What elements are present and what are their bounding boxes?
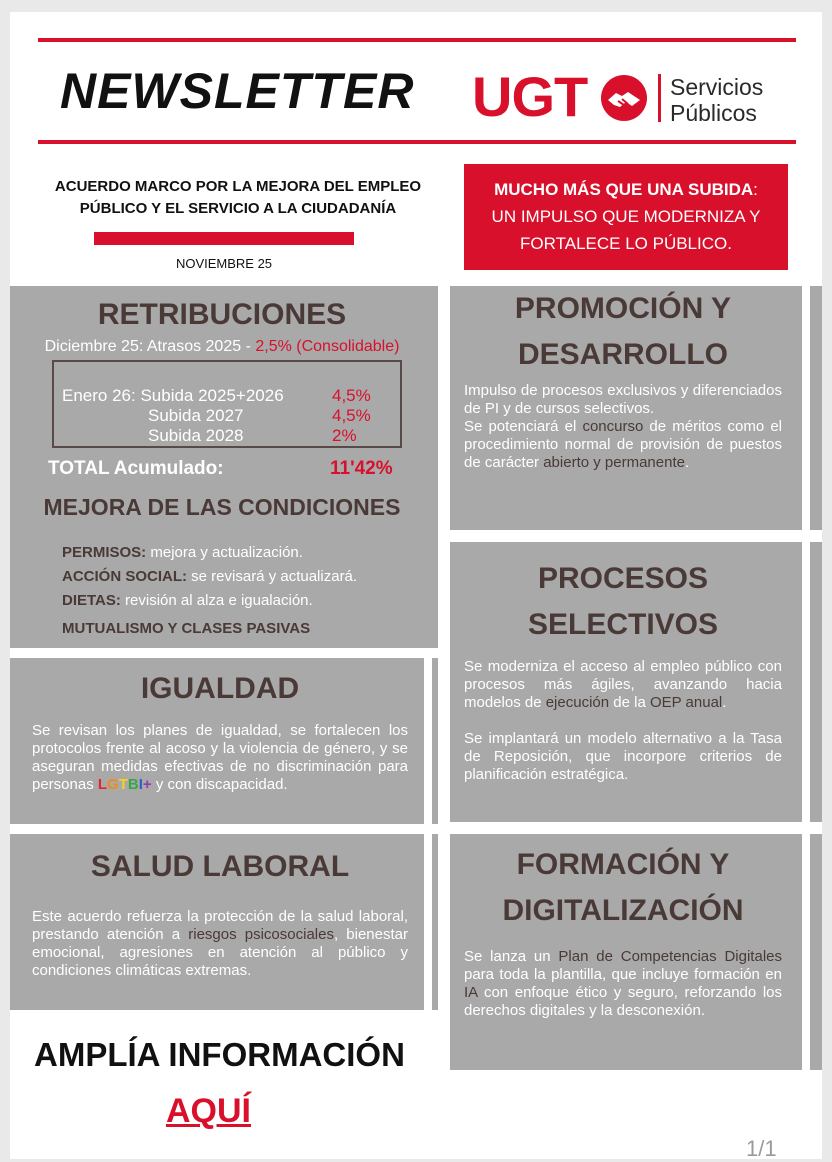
- salud-text: [32, 908, 408, 980]
- promocion-card: [450, 286, 802, 530]
- highlight-span: IA: [464, 984, 478, 1001]
- igualdad-card: [10, 658, 424, 824]
- text-span: Se lanza un: [464, 948, 559, 965]
- card-edge: [432, 658, 438, 824]
- highlight-span: abierto y permanente: [543, 454, 685, 471]
- condition-item: [62, 592, 313, 609]
- raise-row-label: Enero 26: Subida 2025+2026: [62, 386, 284, 405]
- raise-row-value: 4,5%: [332, 406, 371, 425]
- formacion-title-line1: FORMACIÓN Y: [516, 848, 730, 881]
- condition-item: [62, 544, 303, 561]
- ugt-logo: [472, 65, 792, 138]
- condition-item: [62, 568, 357, 585]
- highlight-span: ejecución: [545, 694, 610, 711]
- highlight-span: riesgos psicosociales: [188, 926, 334, 943]
- agreement-heading: [28, 176, 448, 220]
- agreement-line1: ACUERDO MARCO POR LA MEJORA DEL EMPLEO: [54, 178, 422, 195]
- text-span: Se moderniza el acceso al empleo público con procesos más ágiles, avanzando hacia modelos de: [464, 658, 782, 711]
- servicios-publicos-label: [670, 74, 763, 126]
- brand-sub-line2: Públicos: [670, 100, 757, 126]
- promocion-text-1: Impulso de procesos exclusivos y diferenciados de PI y de cursos selectivos.: [464, 382, 782, 417]
- salud-card: [10, 834, 424, 1010]
- promo-colon: :: [753, 180, 758, 199]
- lgtbi-letter: L: [97, 776, 108, 793]
- lgtbi-letter: I: [138, 776, 143, 793]
- promo-banner: [464, 164, 788, 270]
- igualdad-text: [32, 722, 408, 794]
- newsletter-title: NEWSLETTER: [60, 63, 415, 119]
- text-span: .: [684, 454, 690, 471]
- more-info-heading: AMPLÍA INFORMACIÓN: [34, 1036, 405, 1073]
- procesos-text-1: [464, 658, 782, 712]
- highlight-span: OEP anual: [649, 694, 723, 711]
- ugt-logo-text: UGT: [472, 65, 588, 128]
- total-value: 11'42%: [330, 458, 393, 479]
- card-edge: [432, 834, 438, 1010]
- raise-row-value: 2%: [332, 426, 357, 445]
- igualdad-title: IGUALDAD: [140, 672, 300, 705]
- text-span: de méritos como el procedimiento normal de provisión de puestos de carácter: [464, 418, 782, 471]
- lgtbi-letter: +: [142, 776, 152, 793]
- condition-text: se revisará y actualizará.: [187, 568, 358, 585]
- raise-row-label: Subida 2027: [148, 406, 244, 425]
- highlight-span: Plan de Competencias Digitales: [558, 948, 782, 965]
- newsletter-page: [10, 12, 822, 1159]
- formacion-text: [464, 948, 782, 1020]
- procesos-text-2: Se implantará un modelo alternativo a la Tasa de Reposición, que incorpore criterios de planificación estratégica.: [464, 730, 782, 783]
- agreement-line2: PÚBLICO Y EL SERVICIO A LA CIUDADANÍA: [79, 200, 397, 217]
- condition-key: PERMISOS:: [62, 544, 147, 561]
- logo-divider: [658, 74, 661, 122]
- text-span: Se revisan los planes de igualdad, se fortalecen los protocolos frente al acoso y la violencia de género, y se aseguran medidas efectivas de no discriminación para personas: [32, 722, 408, 793]
- condition-key: MUTUALISMO Y CLASES PASIVAS: [62, 620, 311, 637]
- retribuciones-title: RETRIBUCIONES: [97, 298, 347, 331]
- top-rule: [38, 38, 796, 42]
- issue-date: NOVIEMBRE 25: [175, 256, 273, 271]
- raise-row-label: Subida 2028: [148, 426, 244, 445]
- promo-bold: MUCHO MÁS QUE UNA SUBIDA: [494, 180, 754, 199]
- text-span: para toda la plantilla, que incluye formación en: [464, 966, 782, 983]
- highlight-span: concurso: [582, 418, 644, 435]
- text-span: y con discapacidad.: [151, 776, 288, 793]
- lgtbi-letter: G: [107, 776, 119, 793]
- condition-item: [62, 620, 310, 637]
- lgtbi-letter: B: [127, 776, 139, 793]
- header-bottom-rule: [38, 140, 796, 144]
- raise-row-value: 4,5%: [332, 386, 371, 405]
- text-span: de la: [609, 694, 650, 711]
- total-label: TOTAL Acumulado:: [48, 458, 224, 479]
- handshake-seal-icon: [600, 74, 648, 122]
- procesos-title-line1: PROCESOS: [537, 562, 709, 595]
- here-link[interactable]: AQUÍ: [166, 1092, 251, 1130]
- text-span: Se potenciará el: [464, 418, 583, 435]
- condition-text: revisión al alza e igualación.: [120, 592, 313, 609]
- formacion-card: [450, 834, 802, 1070]
- card-edge: [432, 286, 438, 648]
- promocion-text-2: [464, 418, 782, 472]
- card-edge: [810, 834, 822, 1070]
- card-edge: [810, 542, 822, 822]
- formacion-title-line2: DIGITALIZACIÓN: [502, 894, 744, 927]
- brand-sub-line1: Servicios: [670, 74, 764, 100]
- text-span: con enfoque ético y seguro, reforzando los derechos digitales y la desconexión.: [464, 984, 782, 1019]
- promo-line3: FORTALECE LO PÚBLICO.: [520, 234, 732, 253]
- condition-key: ACCIÓN SOCIAL:: [62, 568, 187, 585]
- promocion-title-line2: DESARROLLO: [518, 338, 728, 371]
- retribuciones-card: [10, 286, 434, 648]
- condition-key: DIETAS:: [62, 592, 121, 609]
- lgtbi-rainbow-text: [98, 776, 152, 793]
- december-text: Diciembre 25: Atrasos 2025 -: [44, 338, 256, 355]
- procesos-card: [450, 542, 802, 822]
- december-value: 2,5% (Consolidable): [255, 338, 400, 355]
- lgtbi-letter: T: [118, 776, 128, 793]
- agreement-red-bar: [94, 232, 354, 245]
- condition-text: mejora y actualización.: [146, 544, 303, 561]
- text-span: .: [722, 694, 727, 711]
- salud-title: SALUD LABORAL: [90, 850, 350, 883]
- december-arrears: [10, 338, 434, 356]
- promocion-title-line1: PROMOCIÓN Y: [514, 292, 732, 325]
- card-edge: [810, 286, 822, 530]
- mejora-title: MEJORA DE LAS CONDICIONES: [43, 494, 401, 520]
- page-indicator: 1/1: [746, 1136, 777, 1161]
- promo-line2: UN IMPULSO QUE MODERNIZA Y: [491, 207, 761, 226]
- procesos-title-line2: SELECTIVOS: [527, 608, 719, 641]
- text-span: Este acuerdo refuerza la protección de la salud laboral, prestando atención a: [32, 908, 408, 943]
- text-span: , bienestar emocional, agresiones en atención al público y condiciones climáticas extremas.: [32, 926, 408, 979]
